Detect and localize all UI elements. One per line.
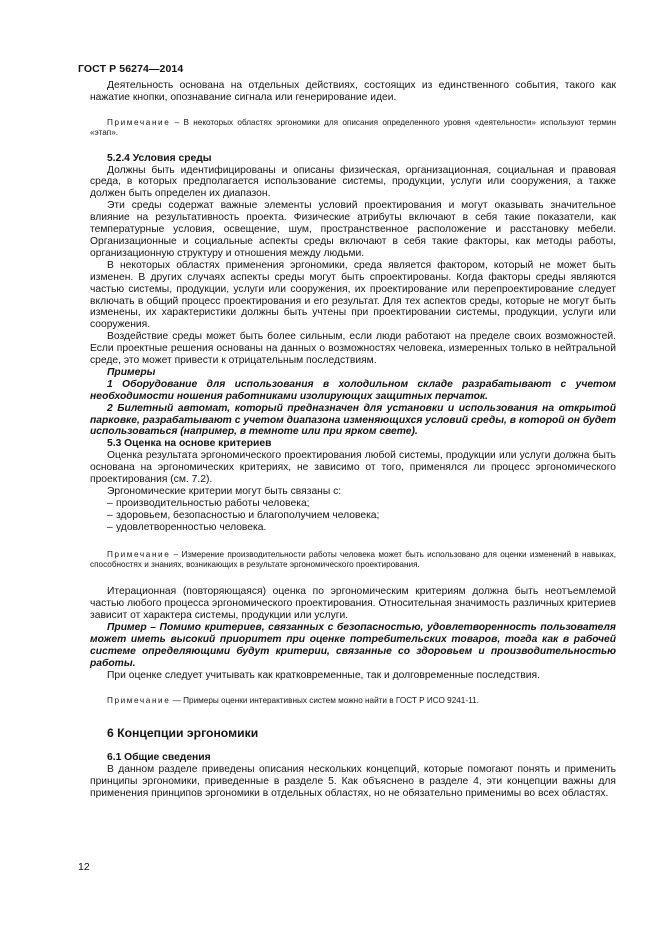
criteria-paragraph-2: Эргономические критерии могут быть связаны с:	[107, 486, 342, 497]
note-2	[90, 550, 616, 571]
list-item: – здоровьем, безопасностью и благополучием человека;	[90, 510, 616, 522]
note-3-text: — Примеры оценки интерактивных систем можно найти в ГОСТ Р ИСО 9241-11.	[170, 695, 479, 705]
section-6-heading: 6 Концепции эргономики	[107, 726, 259, 741]
environment-paragraph-3: В некоторых областях применения эргономики, среда является фактором, который не может быть изменен. В других случаях аспекты среды могут быть спроектированы. Когда факторы среды являются частью системы, продукции, услуги или сооружения, их проектирование или перепроектирование следует включать в общий процесс проектирования и его результат. Для тех аспектов среды, которые не могут быть изменены, их характеристики должны быть учтены при проектировании системы, продукции, услуги или сооружения.	[90, 259, 616, 331]
example-2: 2 Билетный автомат, который предназначен для установки и использования на открытой парковке, разрабатывают с учетом диапазона изменяющихся условий среды, в которой он будет использоваться (например, в темноте или при ярком свете).	[90, 402, 616, 438]
note-2-text: – Измерение производительности работы человека может быть использовано для оценки изменений в навыках, способностях и знаниях, возникающих в результате эргономического проектирования.	[90, 549, 616, 570]
list-item: – производительностью работы человека;	[90, 498, 616, 510]
note-1	[90, 118, 616, 139]
page-content	[90, 80, 616, 800]
environment-paragraph-4: Воздействие среды может быть более сильным, если люди работают на пределе своих возможностей. Если проектные решения основаны на данных о возможностях человека, измеренных только в нейтральной среде, это может привести к отрицательным последствиям.	[90, 331, 616, 367]
section-5-2-4-heading: 5.2.4 Условия среды	[107, 152, 212, 164]
section-6-1-heading: 6.1 Общие сведения	[107, 752, 211, 764]
environment-paragraph-2: Эти среды содержат важные элементы условий проектирования и могут оказывать значительное влияние на результативность проекта. Физические атрибуты включают в себя такие показатели, как температурные условия, освещение, шум, пространственное расположение и расстановку мебели. Организационные и социальные аспекты среды включают в себя такие факторы, как методы работы, организационную структуру и отношения между людьми.	[90, 200, 616, 259]
consideration-paragraph: При оценке следует учитывать как кратковременные, так и долговременные последствия.	[107, 669, 540, 681]
general-paragraph: В данном разделе приведены описания нескольких концепций, которые помогают понять и применить принципы эргономики, приведенные в разделе 5. Как объяснено в разделе 4, эти концепции важны для применения принципов эргономики в отдельных областях, но не обязательно применимы во всех областях.	[90, 764, 616, 799]
page-number: 12	[78, 861, 90, 873]
note-3	[90, 696, 616, 706]
standard-header: ГОСТ Р 56274—2014	[78, 63, 184, 75]
note-1-lead: Примечание	[107, 117, 171, 127]
criteria-paragraph-1: Оценка результата эргономического проектирования любой системы, продукции или услуги должна быть основана на эргономических критериях, не зависимо от того, применялся ли процесс эргономического проектирования (см. 7.2).	[90, 450, 616, 486]
activity-definition: Деятельность основана на отдельных действиях, состоящих из единственного события, такого как нажатие кнопки, опознавание сигнала или генерирование идеи.	[90, 80, 616, 103]
examples-heading: Примеры	[107, 366, 156, 378]
list-item: – удовлетворенностью человека.	[90, 522, 616, 534]
criteria-list	[90, 498, 616, 534]
section-5-3-heading: 5.3 Оценка на основе критериев	[107, 438, 272, 450]
note-3-lead: Примечание	[107, 695, 171, 705]
example-3: Пример – Помимо критериев, связанных с безопасностью, удовлетворенность пользователя может иметь высокий приоритет при оценке потребительских товаров, тогда как в рабочей системе определяющими будут критерии, связанные со здоровьем и производительностью работы.	[90, 622, 616, 669]
iteration-paragraph: Итерационная (повторяющаяся) оценка по эргономическим критериям должна быть неотъемлемой частью любого процесса эргономического проектирования. Относительная значимость различных критериев зависит от характера системы, продукции или услуги.	[90, 586, 616, 622]
environment-paragraph-1: Должны быть идентифицированы и описаны физическая, организационная, социальная и правовая среда, в которых предполагается использование системы, продукции, услуги или сооружения, а также должен быть определен их диапазон.	[90, 164, 616, 200]
example-1: 1 Оборудование для использования в холодильном складе разрабатывают с учетом необходимости ношения работниками изолирующих защитных перчаток.	[90, 378, 616, 402]
note-2-lead: Примечание	[107, 549, 171, 559]
note-1-text: – В некоторых областях эргономики для описания определенного уровня «деятельности» используют термин «этап».	[90, 117, 616, 138]
